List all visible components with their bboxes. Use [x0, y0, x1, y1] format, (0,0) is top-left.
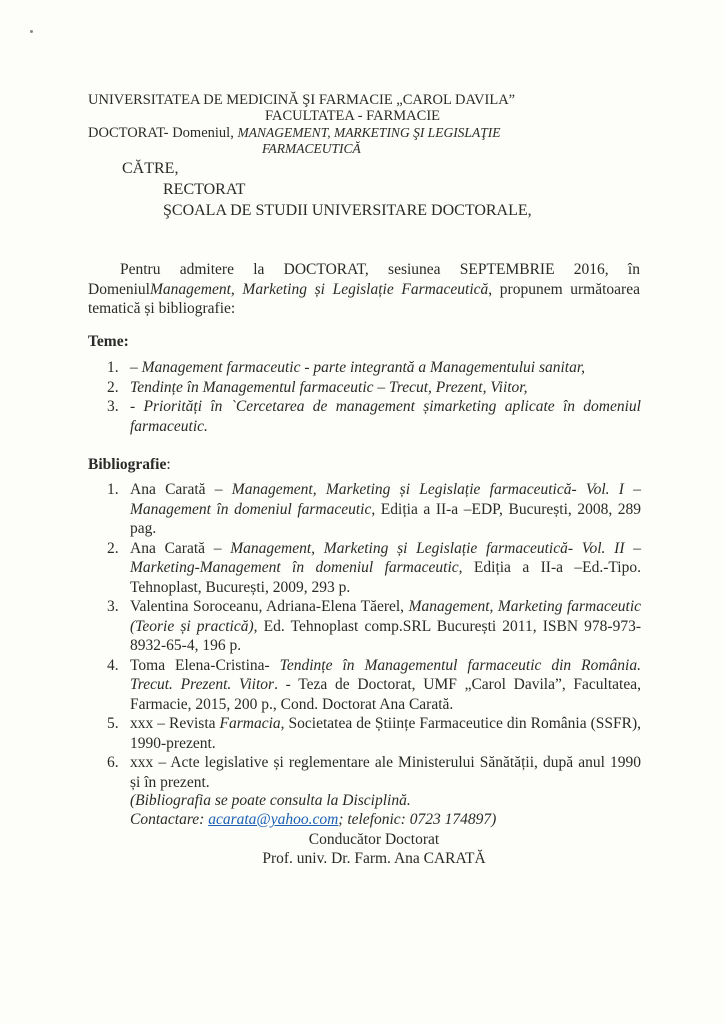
signature-name: Prof. univ. Dr. Farm. Ana CARATĂ	[262, 850, 486, 867]
faculty-name: FACULTATEA - FARMACIE	[265, 108, 441, 124]
italic-text: Tendințe în Managementul farmaceutic – Trecut, Prezent, Viitor,	[130, 378, 528, 396]
item-text	[130, 358, 641, 378]
bibliography-heading-text: Bibliografie	[88, 456, 167, 473]
bibliography-item	[107, 539, 641, 598]
contact-line	[130, 811, 496, 829]
scan-speck	[30, 30, 33, 33]
item-number: 3.	[107, 398, 119, 415]
item-text	[130, 378, 641, 398]
item-number: 1.	[107, 481, 119, 498]
item-text	[130, 397, 641, 436]
contact-label: Contactare:	[130, 811, 209, 828]
phone-text: ; telefonic: 0723 174897)	[338, 811, 497, 828]
italic-text: Management, Marketing și Legislație Farmaceutică	[150, 280, 489, 298]
bibliography-item	[107, 480, 641, 539]
text-segment: Ana Carată –	[130, 481, 232, 498]
bibliography-heading	[88, 456, 171, 474]
text-segment: , Ed. Tehnoplast comp.SRL București 2011, ISBN 978-973-8932-65-4, 196 p.	[130, 617, 641, 654]
bibliography-list	[107, 480, 641, 792]
bibliography-item	[107, 714, 641, 753]
text-segment: , Ediția a II-a –EDP, București, 2008, 289 pag.	[130, 500, 641, 537]
text-segment: xxx – Acte legislative și reglementare ale Ministerului Sănătății, după anul 1990 și în prezent.	[130, 754, 641, 791]
item-number: 6.	[107, 754, 119, 771]
addressee-rectorat: RECTORAT	[163, 181, 246, 198]
theme-item	[107, 378, 641, 398]
italic-text: Management, Marketing farmaceutic (Teorie și practică)	[130, 598, 641, 635]
text-segment: , Societatea de Științe Farmaceutice din România (SSFR), 1990-prezent.	[130, 715, 642, 752]
email-link[interactable]: acarata@yahoo.com	[208, 811, 339, 828]
item-text	[130, 656, 641, 715]
item-number: 2.	[107, 539, 119, 557]
university-name: UNIVERSITATEA DE MEDICINĂ ŞI FARMACIE „CAROL DAVILA”	[88, 92, 516, 108]
italic-text: Management, Marketing și Legislație farmaceutică- Vol. I – Management în domeniul farmaceutic	[130, 481, 641, 518]
item-text	[130, 480, 641, 539]
item-number: 2.	[107, 378, 119, 396]
italic-text: Tendințe în Managementul farmaceutic din România. Trecut. Prezent. Viitor	[130, 656, 641, 693]
bibliography-item	[107, 597, 641, 656]
item-number: 3.	[107, 598, 119, 615]
item-text	[130, 539, 641, 598]
item-number: 4.	[107, 656, 119, 674]
doctorate-prefix: DOCTORAT- Domeniul,	[88, 125, 238, 141]
addressee-to: CĂTRE,	[122, 160, 179, 177]
theme-item	[107, 358, 641, 378]
text-segment: , propunem următoarea tematică și bibliografie:	[88, 280, 640, 317]
intro-paragraph	[88, 260, 640, 319]
domain-line1: MANAGEMENT, MARKETING ŞI LEGISLAŢIE	[237, 125, 501, 140]
text-segment: . - Teza de Doctorat, UMF „Carol Davila”, Facultatea, Farmacie, 2015, 200 p., Cond. Doctorat Ana Carată.	[130, 676, 641, 713]
bibliography-heading-colon: :	[166, 456, 171, 473]
signature-role: Conducător Doctorat	[308, 831, 440, 848]
item-number: 1.	[107, 359, 119, 376]
text-segment: Pentru admitere la DOCTORAT, sesiunea SEPTEMBRIE 2016, în Domeniul	[88, 261, 640, 298]
italic-text: Management, Marketing și Legislație farmaceutică- Vol. II –Marketing-Management în domeniul farmaceutic,	[130, 539, 641, 576]
themes-heading: Teme:	[88, 333, 129, 350]
italic-text: Farmacia	[219, 715, 281, 732]
italic-text: – Management farmaceutic - parte integrantă a Managementului sanitar,	[130, 359, 586, 376]
text-segment: Ediția a II-a –Ed.-Tipo. Tehnoplast, București, 2009, 293 p.	[130, 559, 641, 596]
text-segment: xxx – Revista	[130, 715, 220, 732]
text-segment: Ana Carată –	[130, 539, 231, 557]
text-segment: Toma Elena-Cristina-	[130, 656, 280, 674]
theme-item	[107, 397, 641, 436]
item-number: 5.	[107, 715, 119, 732]
themes-list	[107, 358, 641, 436]
bibliography-note: (Bibliografia se poate consulta la Disciplină.	[130, 792, 411, 809]
item-text	[130, 597, 641, 656]
doctorate-domain	[88, 125, 500, 142]
text-segment: Valentina Soroceanu, Adriana-Elena Tăerel,	[130, 598, 409, 615]
addressee-school: ŞCOALA DE STUDII UNIVERSITARE DOCTORALE,	[163, 202, 532, 219]
italic-text: - Priorități în `Cercetarea de management șimarketing aplicate în domeniul farmaceutic.	[130, 398, 641, 435]
bibliography-item	[107, 656, 641, 715]
domain-line2: FARMACEUTICĂ	[262, 141, 361, 156]
item-text	[130, 753, 641, 792]
bibliography-item	[107, 753, 641, 792]
item-text	[130, 714, 641, 753]
